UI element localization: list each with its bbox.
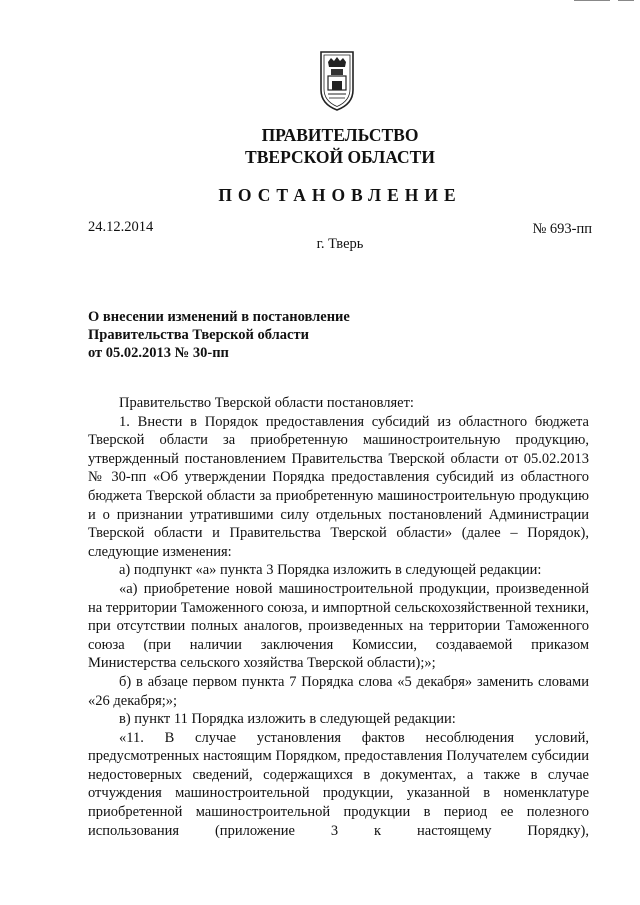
body-paragraph: «11. В случае установления фактов несоблюдения условий, предусмотренных настоящим Порядком, предоставления Получателем субсидии недостоверных сведений, содержащихся в документах, а также в случае отчуждения машиностроительной продукции, указанной в номенклатуре приобретенной машиностроительной продукции в период ее полезного использования (приложение 3 к настоящему Порядку), [88, 729, 589, 839]
body-paragraph: в) пункт 11 Порядка изложить в следующей редакции: [119, 711, 456, 728]
document-number: № 693-пп [532, 221, 592, 237]
document-subject [88, 308, 350, 362]
body-paragraph: 1. Внести в Порядок предоставления субсидий из областного бюджета Тверской области за приобретенную машиностроительную продукцию, утвержденный постановлением Правительства Тверской области от 05.02.2013 № 30-пп «Об утверждении Порядка предоставления субсидий из областного бюджета Тверской области за приобретенную машиностроительную продукцию и о признании утратившими силу отдельных постановлений Администрации Тверской области и Правительства Тверской области» (далее – Порядок), следующие изменения: [88, 413, 589, 560]
document-city: г. Тверь [316, 236, 364, 252]
subject-line: О внесении изменений в постановление [88, 309, 350, 325]
body-paragraph: а) подпункт «а» пункта 3 Порядка изложить в следующей редакции: [119, 562, 542, 579]
scan-mark [574, 0, 610, 1]
body-paragraph: Правительство Тверской области постановляет: [119, 395, 414, 411]
subject-line: от 05.02.2013 № 30-пп [88, 345, 229, 361]
document-body [88, 394, 589, 840]
government-name-line2: ТВЕРСКОЙ ОБЛАСТИ [245, 147, 435, 167]
scan-corner-marks [574, 0, 634, 1]
government-name-line1: ПРАВИТЕЛЬСТВО [261, 125, 419, 145]
scan-mark [618, 0, 634, 1]
document-type-title: ПОСТАНОВЛЕНИЕ [218, 185, 462, 205]
document-date: 24.12.2014 [88, 219, 154, 235]
subject-line: Правительства Тверской области [88, 327, 309, 343]
coat-of-arms-icon [319, 50, 355, 112]
body-paragraph: б) в абзаце первом пункта 7 Порядка слова «5 декабря» заменить словами «26 декабря;»; [88, 673, 589, 709]
body-paragraph: «а) приобретение новой машиностроительной продукции, произведенной на территории Таможенного союза, и импортной сельскохозяйственной техники, при отсутствии полных аналогов, произведенных на территории Таможенного союза (при наличии заключения Комиссии, создаваемой приказом Министерства сельского хозяйства Тверской области);»; [88, 580, 589, 672]
